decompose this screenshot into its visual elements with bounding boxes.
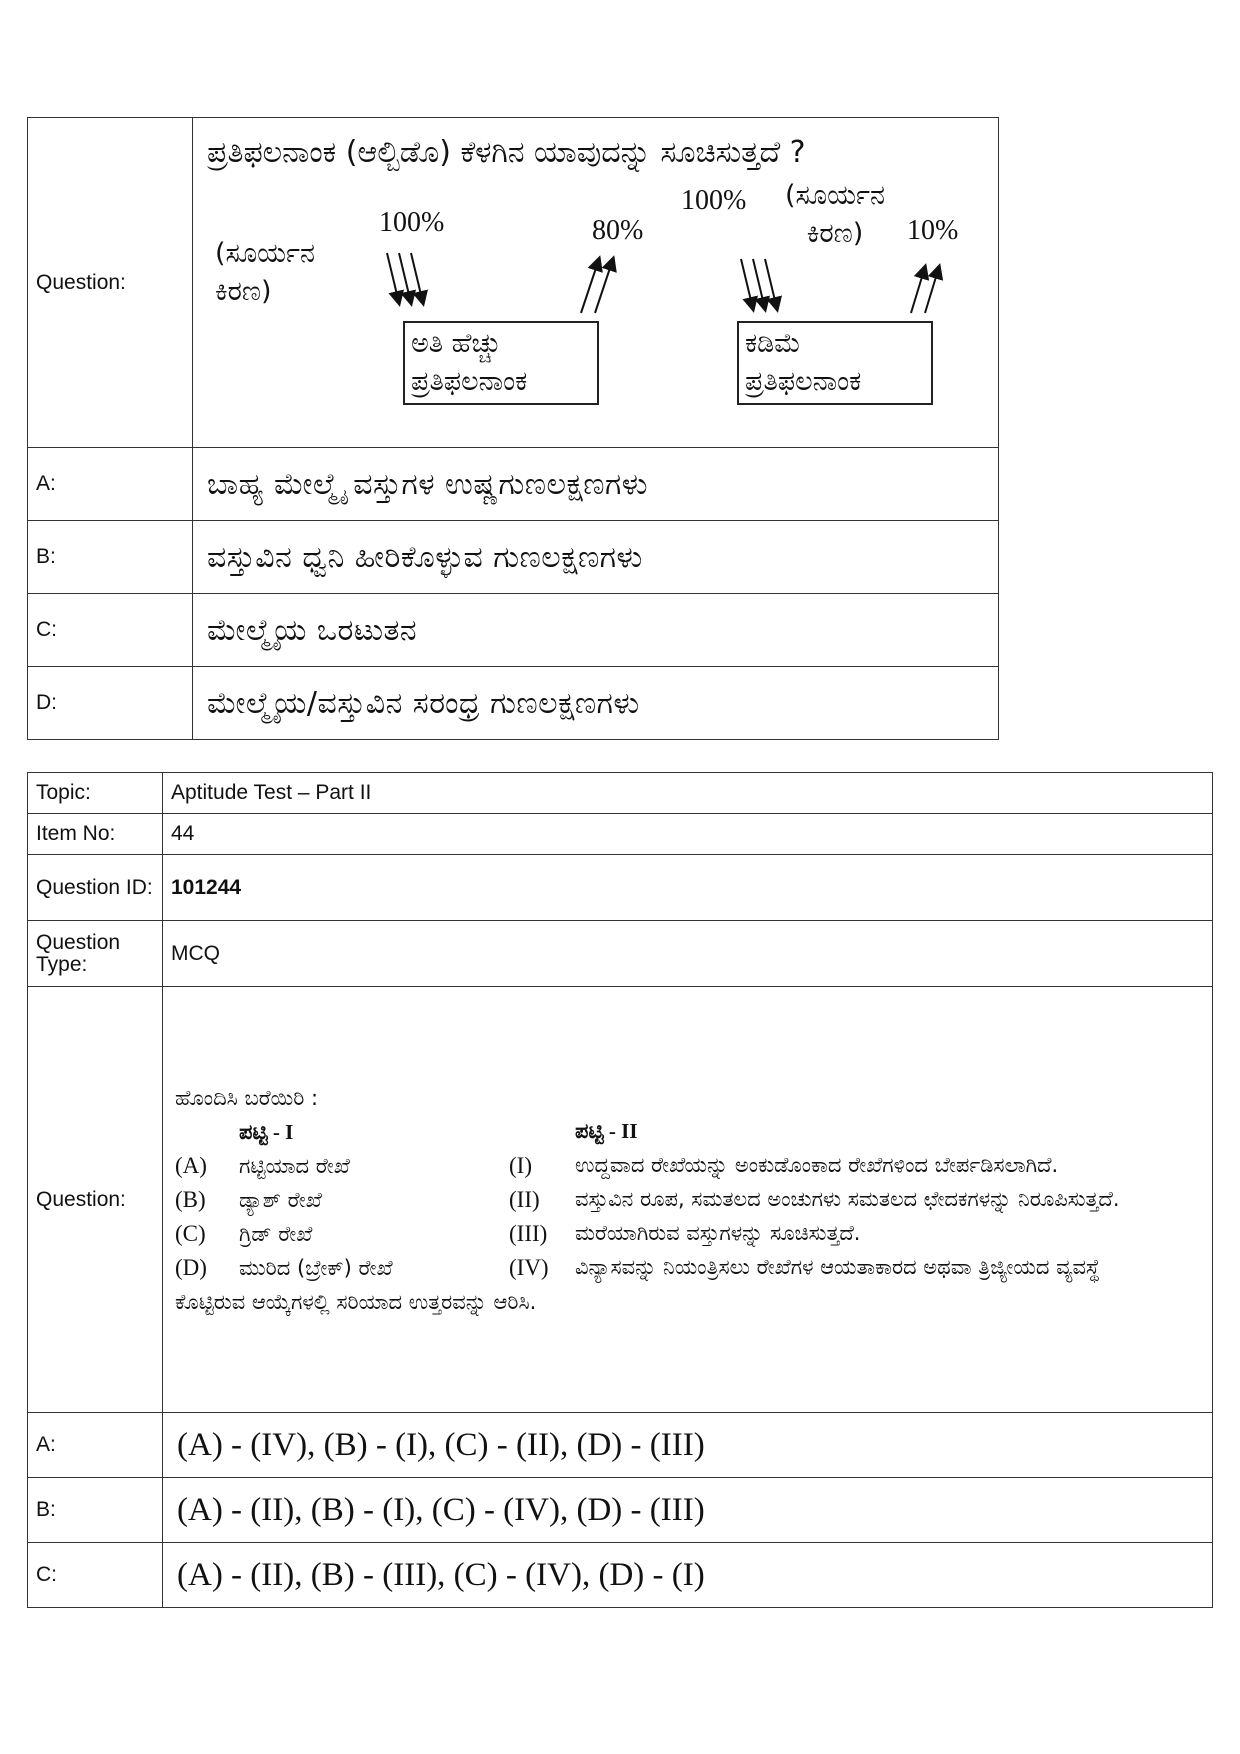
list2-numeral: (III) — [509, 1220, 548, 1246]
match-row — [175, 1217, 1200, 1251]
list1-item: ಮುರಿದ (ಬ್ರೇಕ್) ರೇಖೆ — [239, 1255, 393, 1280]
match-row — [175, 1149, 1200, 1183]
list2-item: ವಿನ್ಯಾಸವನ್ನು ನಿಯಂತ್ರಿಸಲು ರೇಖೆಗಳ ಆಯತಾಕಾರದ ಅಥವಾ ತ್ರಿಜ್ಯೀಯದ ವ್ಯವಸ್ಥೆ — [575, 1254, 1101, 1279]
match-outro: ಕೊಟ್ಟಿರುವ ಆಯ್ಕೆಗಳಲ್ಲಿ ಸರಿಯಾದ ಉತ್ತರವನ್ನು ಆರಿಸಿ. — [175, 1289, 537, 1314]
option-c-text: (A) - (II), (B) - (III), (C) - (IV), (D) - (I) — [163, 1543, 1213, 1608]
list2-numeral: (IV) — [509, 1254, 549, 1280]
reflected-arrows-left — [581, 259, 613, 313]
list1-item: ಗಟ್ಟಿಯಾದ ರೇಖೆ — [239, 1153, 350, 1178]
list2-item: ಮರೆಯಾಗಿರುವ ವಸ್ತುಗಳನ್ನು ಸೂಚಿಸುತ್ತದೆ. — [575, 1220, 861, 1245]
left-reflected-percent: 80% — [592, 214, 644, 246]
reflected-arrows-right — [911, 267, 939, 313]
list2-item: ವಸ್ತುವಿನ ರೂಪ, ಸಮತಲದ ಅಂಚುಗಳು ಸಮತಲದ ಛೇದಕಗಳನ್ನು ನಿರೂಪಿಸುತ್ತದೆ. — [575, 1186, 1120, 1211]
question-text: ಪ್ರತಿಫಲನಾಂಕ (ಆಲ್ಬಿಡೊ) ಕೆಳಗಿನ ಯಾವುದನ್ನು ಸೂಚಿಸುತ್ತದೆ ? — [207, 134, 806, 170]
option-label: D: — [28, 667, 193, 740]
right-incoming-percent: 100% — [681, 184, 747, 216]
list1-header: ಪಟ್ಟಿ - I — [239, 1119, 294, 1144]
match-row — [175, 1251, 1200, 1285]
item-no-label: Item No: — [28, 814, 163, 855]
question-label: Question: — [28, 118, 193, 448]
question-43-table — [27, 117, 999, 740]
question-label: Question: — [28, 987, 163, 1413]
left-source-label: (ಸೂರ್ಯನ ಕಿರಣ) — [215, 237, 316, 307]
topic-value: Aptitude Test – Part II — [163, 773, 1213, 814]
list2-item: ಉದ್ದವಾದ ರೇಖೆಯನ್ನು ಅಂಕುಡೊಂಕಾದ ರೇಖೆಗಳಿಂದ ಬೇರ್ಪಡಿಸಲಾಗಿದೆ. — [575, 1152, 1059, 1177]
list1-item: ಡ್ಯಾಶ್ ರೇಖೆ — [239, 1187, 322, 1212]
list1-letter: (A) — [175, 1152, 207, 1178]
question-cell — [193, 118, 999, 448]
list1-letter: (D) — [175, 1254, 207, 1280]
option-label: A: — [28, 448, 193, 521]
topic-label: Topic: — [28, 773, 163, 814]
match-intro: ಹೊಂದಿಸಿ ಬರೆಯಿರಿ : — [175, 1085, 319, 1110]
option-label: B: — [28, 521, 193, 594]
match-question — [163, 987, 1213, 1413]
right-source-label: (ಸೂರ್ಯನ ಕಿರಣ) — [785, 179, 886, 249]
list2-header: ಪಟ್ಟಿ - II — [575, 1118, 638, 1143]
right-reflected-percent: 10% — [907, 214, 959, 246]
match-row — [175, 1183, 1200, 1217]
left-incoming-percent: 100% — [379, 206, 445, 238]
question-type-value: MCQ — [163, 921, 1213, 987]
high-albedo-box: ಅತಿ ಹೆಚ್ಚು ಪ್ರತಿಫಲನಾಂಕ — [403, 321, 599, 405]
list1-letter: (C) — [175, 1220, 206, 1246]
low-albedo-box: ಕಡಿಮೆ ಪ್ರತಿಫಲನಾಂಕ — [737, 321, 933, 405]
option-b-text: (A) - (II), (B) - (I), (C) - (IV), (D) - (III) — [163, 1478, 1213, 1543]
option-a-text: ಬಾಹ್ಯ ಮೇಲ್ಮೈ ವಸ್ತುಗಳ ಉಷ್ಣಗುಣಲಕ್ಷಣಗಳು — [193, 448, 999, 521]
item-no-value: 44 — [163, 814, 1213, 855]
option-a-text: (A) - (IV), (B) - (I), (C) - (II), (D) - (III) — [163, 1413, 1213, 1478]
list1-letter: (B) — [175, 1186, 206, 1212]
option-c-text: ಮೇಲ್ಮೈಯ ಒರಟುತನ — [193, 594, 999, 667]
option-label: C: — [28, 1543, 163, 1608]
question-id-value: 101244 — [163, 855, 1213, 921]
question-type-label: Question Type: — [28, 921, 163, 987]
incoming-arrows-left — [387, 253, 423, 303]
option-label: C: — [28, 594, 193, 667]
albedo-diagram — [207, 125, 984, 441]
incoming-arrows-right — [741, 259, 777, 309]
list2-numeral: (II) — [509, 1186, 540, 1212]
list1-item: ಗ್ರಿಡ್ ರೇಖೆ — [239, 1221, 313, 1246]
list2-numeral: (I) — [509, 1152, 532, 1178]
question-44-table — [27, 772, 1213, 1608]
list-headers — [175, 1115, 1200, 1149]
option-b-text: ವಸ್ತುವಿನ ಧ್ವನಿ ಹೀರಿಕೊಳ್ಳುವ ಗುಣಲಕ್ಷಣಗಳು — [193, 521, 999, 594]
question-id-label: Question ID: — [28, 855, 163, 921]
option-label: A: — [28, 1413, 163, 1478]
option-label: B: — [28, 1478, 163, 1543]
option-d-text: ಮೇಲ್ಮೈಯ/ವಸ್ತುವಿನ ಸರಂಧ್ರ ಗುಣಲಕ್ಷಣಗಳು — [193, 667, 999, 740]
